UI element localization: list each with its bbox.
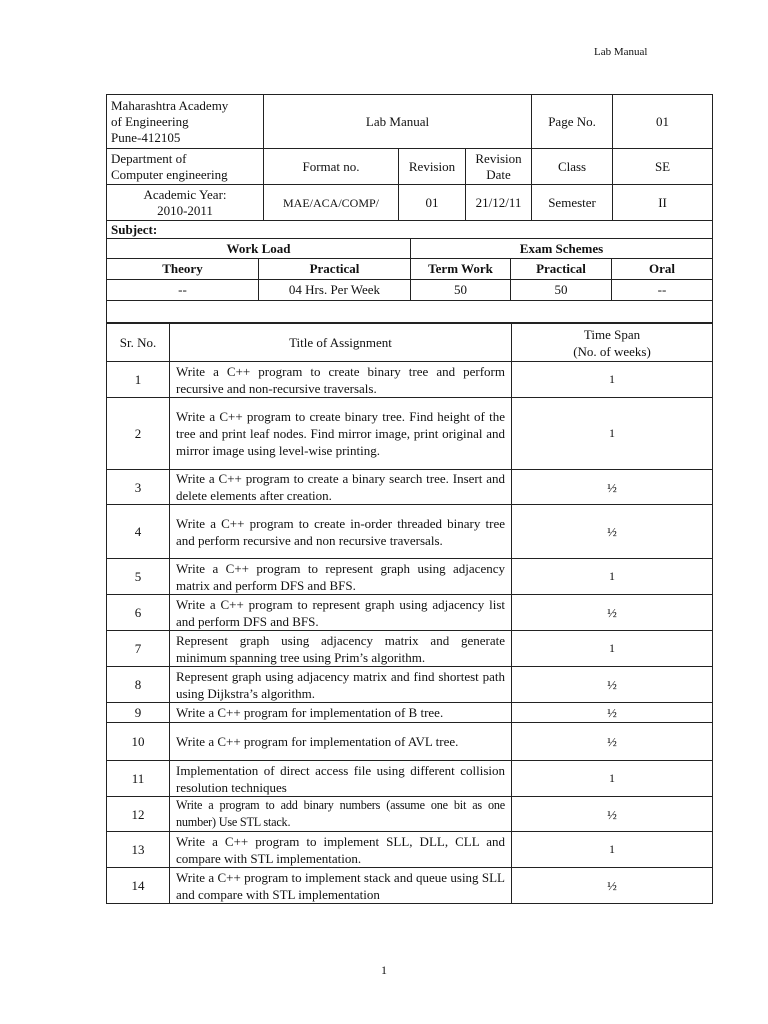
table-row	[107, 797, 713, 832]
time-span: ½	[512, 505, 713, 559]
assignment-title: Represent graph using adjacency matrix and find shortest path using Dijkstra’s algorithm.	[170, 667, 512, 703]
theory-value: --	[107, 280, 259, 301]
assignment-title: Write a C++ program to implement SLL, DLL, CLL and compare with STL implementation.	[170, 832, 512, 868]
theory-column-header: Theory	[107, 259, 259, 280]
format-no-value: MAE/ACA/COMP/	[264, 185, 399, 221]
assignment-title: Represent graph using adjacency matrix and generate minimum spanning tree using Prim’s algorithm.	[170, 631, 512, 667]
time-span: ½	[512, 797, 713, 832]
sr-no: 2	[107, 398, 170, 470]
time-span: 1	[512, 832, 713, 868]
table-row	[107, 761, 713, 797]
table-row	[107, 470, 713, 505]
table-row	[107, 362, 713, 398]
time-span: ½	[512, 703, 713, 723]
sr-no: 6	[107, 595, 170, 631]
practical-exam-column-header: Practical	[511, 259, 612, 280]
term-work-value: 50	[411, 280, 511, 301]
table-row	[107, 631, 713, 667]
sr-no: 7	[107, 631, 170, 667]
spacer-row	[107, 301, 713, 323]
revision-value: 01	[399, 185, 466, 221]
table-row	[107, 703, 713, 723]
sr-no-column-header: Sr. No.	[107, 324, 170, 362]
exam-schemes-heading: Exam Schemes	[411, 239, 713, 259]
assignment-title: Write a C++ program to create a binary search tree. Insert and delete elements after creation.	[170, 470, 512, 505]
revision-date-label: Revision Date	[466, 149, 532, 185]
time-span: 1	[512, 559, 713, 595]
sr-no: 12	[107, 797, 170, 832]
assignment-title: Write a C++ program to implement stack and queue using SLL and compare with STL implementation	[170, 868, 512, 904]
time-span: 1	[512, 631, 713, 667]
time-span: ½	[512, 868, 713, 904]
revision-label: Revision	[399, 149, 466, 185]
time-span-column-header: Time Span (No. of weeks)	[512, 324, 713, 362]
sr-no: 3	[107, 470, 170, 505]
institute-name: Maharashtra Academy of Engineering Pune-412105	[107, 95, 264, 149]
class-label: Class	[532, 149, 613, 185]
page-no-value: 01	[613, 95, 713, 149]
time-span: ½	[512, 595, 713, 631]
work-load-heading: Work Load	[107, 239, 411, 259]
assignment-title: Write a C++ program for implementation of B tree.	[170, 703, 512, 723]
term-work-column-header: Term Work	[411, 259, 511, 280]
oral-column-header: Oral	[612, 259, 713, 280]
table-row	[107, 832, 713, 868]
header-table	[106, 94, 713, 239]
sr-no: 10	[107, 723, 170, 761]
assignment-title: Write a C++ program to create binary tree and perform recursive and non-recursive traversals.	[170, 362, 512, 398]
assignment-title: Write a C++ program to create binary tree. Find height of the tree and print leaf nodes. Find mirror image, print original and mirror image using level-wise printing.	[170, 398, 512, 470]
table-row	[107, 868, 713, 904]
sr-no: 8	[107, 667, 170, 703]
time-span: 1	[512, 761, 713, 797]
time-span: ½	[512, 470, 713, 505]
assignment-title: Write a C++ program to represent graph using adjacency matrix and perform DFS and BFS.	[170, 559, 512, 595]
running-header: Lab Manual	[594, 46, 648, 58]
class-value: SE	[613, 149, 713, 185]
department-name: Department of Computer engineering	[107, 149, 264, 185]
sr-no: 9	[107, 703, 170, 723]
title-column-header: Title of Assignment	[170, 324, 512, 362]
semester-label: Semester	[532, 185, 613, 221]
assignment-title: Implementation of direct access file using different collision resolution techniques	[170, 761, 512, 797]
table-row	[107, 667, 713, 703]
format-no-label: Format no.	[264, 149, 399, 185]
assignment-title: Write a C++ program for implementation of AVL tree.	[170, 723, 512, 761]
sr-no: 14	[107, 868, 170, 904]
time-span: 1	[512, 362, 713, 398]
assignment-title: Write a C++ program to represent graph using adjacency list and perform DFS and BFS.	[170, 595, 512, 631]
practical-workload-column-header: Practical	[259, 259, 411, 280]
table-row	[107, 559, 713, 595]
revision-date-value: 21/12/11	[466, 185, 532, 221]
sr-no: 11	[107, 761, 170, 797]
page-no-label: Page No.	[532, 95, 613, 149]
practical-workload-value: 04 Hrs. Per Week	[259, 280, 411, 301]
table-row	[107, 398, 713, 470]
assignment-title: Write a program to add binary numbers (assume one bit as one number) Use STL stack.	[170, 797, 512, 832]
sr-no: 5	[107, 559, 170, 595]
table-row	[107, 595, 713, 631]
time-span: 1	[512, 398, 713, 470]
semester-value: II	[613, 185, 713, 221]
table-row	[107, 505, 713, 559]
assignment-title: Write a C++ program to create in-order threaded binary tree and perform recursive and non recursive traversals.	[170, 505, 512, 559]
time-span: ½	[512, 723, 713, 761]
document-title: Lab Manual	[264, 95, 532, 149]
scheme-table	[106, 238, 713, 323]
subject-label: Subject:	[107, 221, 713, 239]
sr-no: 1	[107, 362, 170, 398]
practical-exam-value: 50	[511, 280, 612, 301]
oral-value: --	[612, 280, 713, 301]
sr-no: 13	[107, 832, 170, 868]
table-row	[107, 723, 713, 761]
assignment-table	[106, 323, 713, 904]
page-number: 1	[381, 963, 387, 977]
time-span: ½	[512, 667, 713, 703]
sr-no: 4	[107, 505, 170, 559]
academic-year: Academic Year: 2010-2011	[107, 185, 264, 221]
